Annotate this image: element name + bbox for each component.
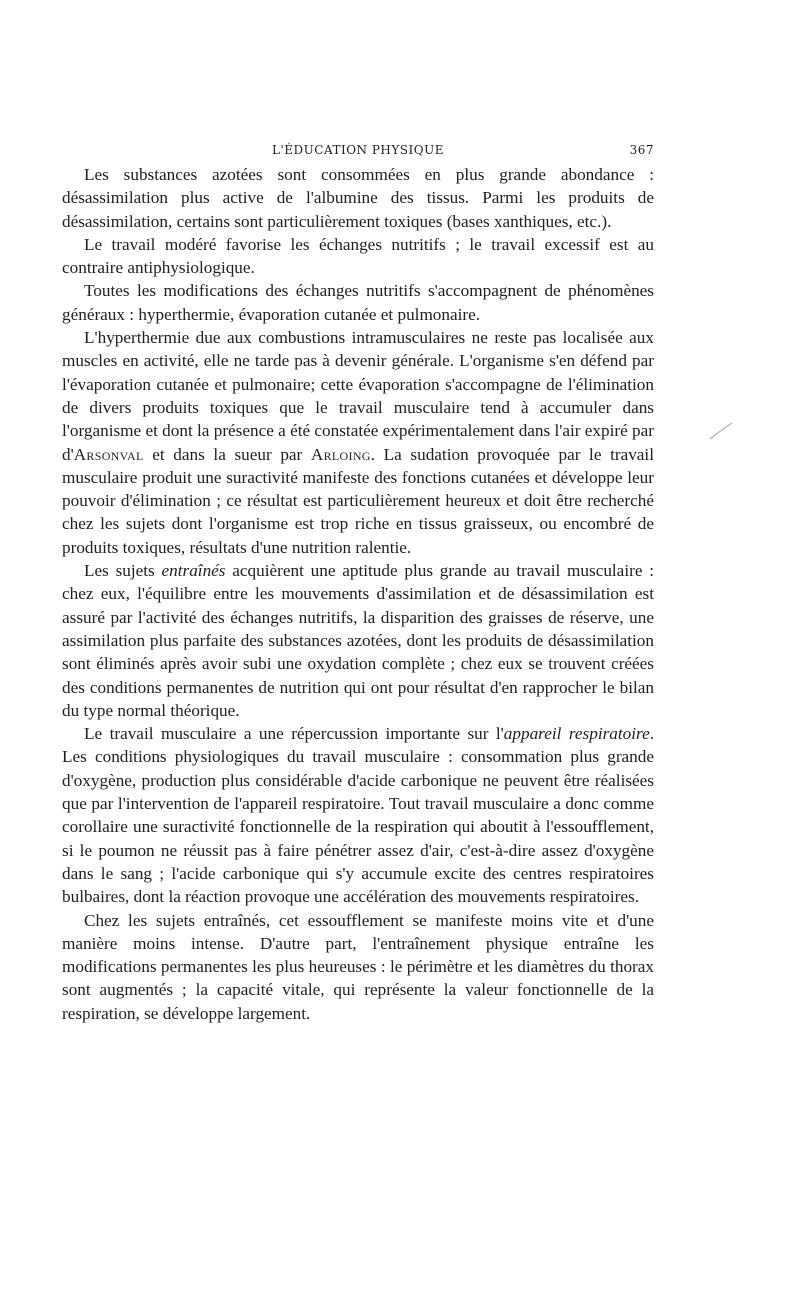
paragraph-2: Le travail modéré favorise les échanges nutritifs ; le travail excessif est au contraire antiphysiologique.: [62, 234, 654, 278]
paragraph-6-text-b: . Les conditions physiologiques du travail musculaire : consommation plus grande d'oxygène, production plus considérable d'acide carbonique ne peuvent être réalisées que par l'intervention de l'appareil respiratoire. Tout travail musculaire a donc comme corollaire une suractivité fonctionnelle de la respiration qui aboutit à l'essoufflement, si le poumon ne réussit pas à faire pénétrer assez d'air, c'est-à-dire assez d'oxygène dans le sang ; l'acide carbonique qui s'y accumule excite des centres respiratoires bulbaires, dont la réaction provoque une accélération des mouvements respiratoires.: [62, 724, 655, 907]
paragraph-5: [62, 559, 654, 722]
body-text: [62, 163, 654, 1025]
author-name-arsonval: Arsonval: [73, 444, 144, 464]
paragraph-3: Toutes les modifications des échanges nutritifs s'accompagnent de phénomènes généraux : hyperthermie, évaporation cutanée et pulmonaire.: [62, 281, 654, 324]
paragraph-4-text-b: et dans la sueur par: [143, 444, 311, 464]
running-head: [62, 137, 654, 163]
paragraph-1: Les substances azotées sont consommées en plus grande abondance : désassimilation plus active de l'albumine des tissus. Parmi les produits de désassimilation, certains sont particulièrement toxiques (bases xanthiques, etc.).: [62, 165, 654, 231]
page-number: 367: [629, 143, 654, 157]
author-name-arloing: Arloing: [310, 444, 371, 464]
paragraph-7: Chez les sujets entraînés, cet essoufflement se manifeste moins vite et d'une manière moins intense. D'autre part, l'entraînement physique entraîne les modifications permanentes les plus heureuses : le périmètre et les diamètres du thorax sont augmentés ; la capacité vitale, qui représente la valeur fonctionnelle de la respiration, se développe largement.: [62, 910, 654, 1023]
emphasis-entraines: entraînés: [161, 561, 226, 581]
book-page: [62, 137, 654, 1025]
paragraph-6: [62, 722, 654, 908]
paragraph-4-text-a: L'hyperthermie due aux combustions intramusculaires ne reste pas localisée aux muscles en activité, elle ne tarde pas à devenir générale. L'organisme s'en défend par l'évaporation cutanée et pulmonaire; cette évaporation s'accompagne de l'élimination de divers produits toxiques que le travail musculaire tend à accumuler dans l'organisme et dont la présence a été constatée expérimentalement dans l'air expiré par d': [62, 328, 654, 464]
paragraph-5-text-b: acquièrent une aptitude plus grande au travail musculaire : chez eux, l'équilibre entre les mouvements d'assimilation et de désassimilation est assuré par l'activité des échanges nutritifs, la disparition des graisses de réserve, une assimilation plus parfaite des substances azotées, dont les produits de désassimilation sont éliminés après avoir subi une oxydation complète ; chez eux se trouvent créées des conditions permanentes de nutrition qui ont pour résultat d'en rapprocher le bilan du type normal théorique.: [62, 561, 654, 720]
running-title: L'ÉDUCATION PHYSIQUE: [272, 143, 444, 157]
paragraph-4: [62, 326, 654, 559]
paragraph-4-text-c: . La sudation provoquée par le travail musculaire produit une suractivité manifeste des fonctions cutanées et développe leur pouvoir d'élimination ; ce résultat est particulièrement heureux et doit être recherché chez les sujets dont l'organisme est trop riche en tissus graisseux, ou encombré de produits toxiques, résultats d'une nutrition ralentie.: [62, 444, 654, 557]
paragraph-5-text-a: Les sujets: [84, 561, 162, 581]
paragraph-6-text-a: Le travail musculaire a une répercussion importante sur l': [84, 724, 504, 744]
margin-pencil-mark: [708, 421, 734, 441]
emphasis-appareil-respiratoire: appareil respiratoire: [503, 724, 650, 744]
